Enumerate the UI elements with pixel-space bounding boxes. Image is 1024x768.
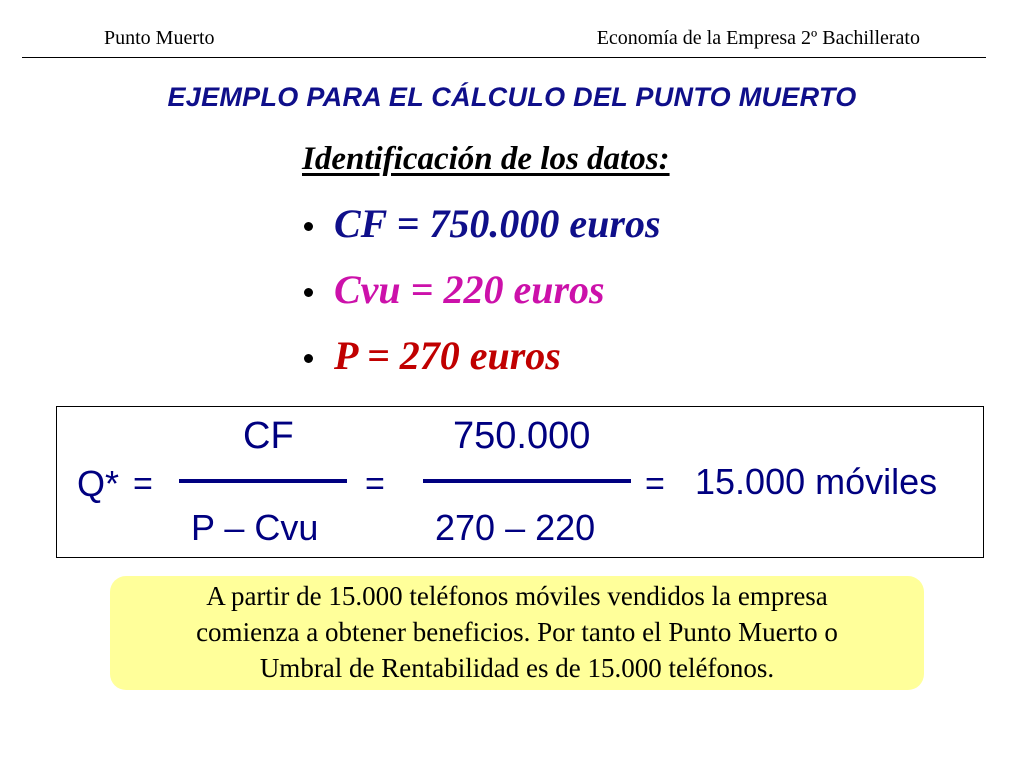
list-item: [300, 266, 661, 332]
note-line: comienza a obtener beneficios. Por tanto el Punto Muerto o: [196, 617, 838, 647]
fraction1-numerator: CF: [243, 415, 294, 457]
bullet-icon: [304, 222, 313, 231]
bullet-icon: [304, 354, 313, 363]
formula-result: 15.000 móviles: [695, 461, 938, 502]
data-list: [300, 200, 661, 398]
list-item-text: P = 270 euros: [334, 333, 561, 378]
header-left: Punto Muerto: [104, 27, 215, 49]
equals-sign: =: [365, 465, 385, 503]
header-right: Economía de la Empresa 2º Bachillerato: [596, 27, 920, 49]
note-line: Umbral de Rentabilidad es de 15.000 teléfonos.: [259, 653, 775, 683]
fraction1-denominator: P – Cvu: [191, 507, 319, 548]
fraction2-numerator: 750.000: [453, 415, 591, 457]
page-title: EJEMPLO PARA EL CÁLCULO DEL PUNTO MUERTO: [167, 82, 857, 112]
fraction1-bar: [179, 479, 347, 483]
section-subtitle: Identificación de los datos:: [302, 141, 670, 177]
list-item-text: CF = 750.000 euros: [334, 201, 661, 246]
formula-box: [56, 406, 984, 558]
list-item: [300, 332, 661, 398]
list-item: [300, 200, 661, 266]
fraction2-denominator: 270 – 220: [435, 507, 596, 548]
equals-sign: =: [645, 465, 665, 503]
fraction2-bar: [423, 479, 631, 483]
conclusion-note: [110, 576, 924, 690]
formula-lhs: Q*: [77, 463, 120, 504]
header-divider: [22, 57, 986, 58]
list-item-text: Cvu = 220 euros: [334, 267, 605, 312]
bullet-icon: [304, 288, 313, 297]
equals-sign: =: [133, 465, 153, 503]
note-line: A partir de 15.000 teléfonos móviles vendidos la empresa: [206, 581, 828, 611]
